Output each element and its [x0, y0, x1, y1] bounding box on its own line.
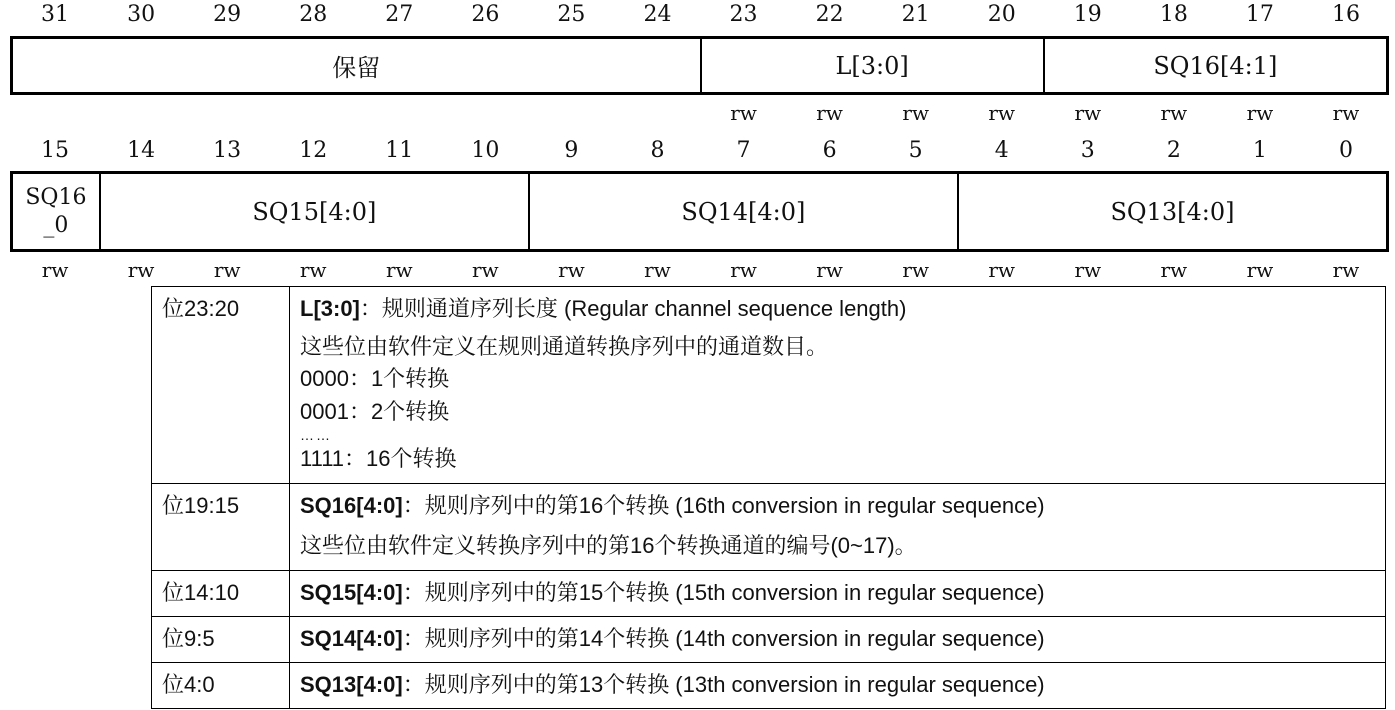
- bit-number: 6: [822, 138, 837, 163]
- field-heading: [300, 294, 1375, 324]
- access-label: rw: [902, 258, 929, 282]
- access-label: rw: [730, 101, 757, 125]
- access-label: [442, 100, 528, 126]
- field-name: SQ16[4:0]: [300, 493, 403, 518]
- lower-register: [10, 171, 1389, 252]
- bit-range: 位9:5: [152, 617, 290, 663]
- access-label: rw: [1074, 258, 1102, 282]
- field-description: [290, 484, 1386, 571]
- bit-number: 11: [385, 138, 414, 163]
- access-label: rw: [213, 258, 241, 282]
- access-label: rw: [988, 258, 1016, 282]
- access-label: rw: [902, 101, 929, 125]
- field-description: [290, 663, 1386, 709]
- access-label: rw: [1246, 258, 1274, 282]
- access-label: rw: [730, 258, 757, 282]
- bit-number: 21: [901, 2, 930, 27]
- bit-number: 2: [1166, 138, 1181, 163]
- bit-number: 1: [1252, 138, 1267, 163]
- l-field: L[3:0]: [700, 39, 1043, 92]
- field-heading: [300, 670, 1375, 700]
- bit-number: 22: [815, 2, 844, 27]
- field-detail: 这些位由软件定义在规则通道转换序列中的通道数目。: [300, 334, 829, 359]
- access-label: rw: [1332, 101, 1360, 125]
- field-heading: [300, 624, 1375, 654]
- sq16-low-label-1: SQ16: [25, 184, 87, 210]
- bit-number: 24: [643, 2, 672, 27]
- value-option: 0000：1个转换: [300, 366, 450, 391]
- access-label: rw: [1160, 101, 1188, 125]
- bit-number: 26: [471, 2, 500, 27]
- bit-number: 20: [987, 2, 1016, 27]
- upper-bit-numbers: [12, 2, 1389, 28]
- bit-number: 19: [1073, 2, 1102, 27]
- bit-number: 12: [299, 138, 328, 163]
- bit-range: 位23:20: [152, 287, 290, 484]
- lower-access-row: [12, 257, 1389, 283]
- value-option: 1111：16个转换: [300, 446, 457, 471]
- access-label: [184, 100, 270, 126]
- access-label: [356, 100, 442, 126]
- lower-bit-numbers: [12, 138, 1389, 164]
- sq16-low-field: [13, 174, 99, 249]
- access-label: rw: [816, 258, 843, 282]
- access-label: rw: [1074, 101, 1102, 125]
- upper-register: [10, 36, 1389, 95]
- access-label: rw: [299, 258, 327, 282]
- table-row: [152, 617, 1386, 663]
- field-title: ：规则序列中的第16个转换 (16th conversion in regular sequence): [402, 493, 1045, 518]
- field-name: L[3:0]: [300, 296, 360, 321]
- sq15-field: SQ15[4:0]: [99, 174, 528, 249]
- access-label: rw: [472, 258, 499, 282]
- access-label: [12, 100, 98, 126]
- bit-number: 5: [908, 138, 923, 163]
- access-label: rw: [41, 258, 69, 282]
- access-label: rw: [127, 258, 155, 282]
- access-label: rw: [1160, 258, 1188, 282]
- field-title: ：规则通道序列长度 (Regular channel sequence length): [359, 296, 907, 321]
- bit-number: 7: [736, 138, 751, 163]
- access-label: rw: [644, 258, 671, 282]
- bit-number: 23: [729, 2, 758, 27]
- bit-number: 30: [127, 2, 156, 27]
- bit-number: 16: [1331, 2, 1360, 27]
- bit-number: 9: [564, 138, 579, 163]
- access-label: rw: [1246, 101, 1274, 125]
- field-name: SQ15[4:0]: [300, 580, 403, 605]
- ellipsis-text: ……: [300, 427, 332, 443]
- access-label: rw: [988, 101, 1016, 125]
- bit-number: 17: [1245, 2, 1274, 27]
- bit-number: 25: [557, 2, 586, 27]
- bit-number: 13: [213, 138, 242, 163]
- field-title: ：规则序列中的第15个转换 (15th conversion in regular sequence): [402, 580, 1045, 605]
- bit-number: 28: [299, 2, 328, 27]
- access-label: rw: [1332, 258, 1360, 282]
- bit-range: 位19:15: [152, 484, 290, 571]
- field-name: SQ14[4:0]: [300, 626, 403, 651]
- bit-number: 14: [127, 138, 156, 163]
- access-label: rw: [385, 258, 413, 282]
- value-option: 0001：2个转换: [300, 399, 450, 424]
- bit-number: 27: [385, 2, 414, 27]
- field-description: [290, 617, 1386, 663]
- bit-number: 4: [994, 138, 1009, 163]
- table-row: [152, 571, 1386, 617]
- bit-number: 31: [41, 2, 70, 27]
- bit-number: 10: [471, 138, 500, 163]
- field-heading: [300, 578, 1375, 608]
- access-label: [528, 100, 614, 126]
- field-description: [290, 571, 1386, 617]
- access-label: [614, 100, 700, 126]
- access-label: [270, 100, 356, 126]
- bit-range: 位4:0: [152, 663, 290, 709]
- table-row: [152, 484, 1386, 571]
- field-name: SQ13[4:0]: [300, 672, 403, 697]
- table-row: [152, 287, 1386, 484]
- sq16-low-label-2: _0: [43, 212, 69, 238]
- field-title: ：规则序列中的第13个转换 (13th conversion in regular sequence): [402, 672, 1045, 697]
- sq16-high-field: SQ16[4:1]: [1043, 39, 1386, 92]
- bit-description-table: [151, 286, 1386, 709]
- sq14-field: SQ14[4:0]: [528, 174, 957, 249]
- bit-range: 位14:10: [152, 571, 290, 617]
- bit-number: 18: [1159, 2, 1188, 27]
- reserved-field: 保留: [332, 54, 381, 82]
- access-label: rw: [816, 101, 843, 125]
- upper-access-row: [12, 100, 1389, 126]
- bit-number: 3: [1080, 138, 1095, 163]
- field-description: [290, 287, 1386, 484]
- bit-number: 15: [41, 138, 70, 163]
- table-row: [152, 663, 1386, 709]
- field-detail: 这些位由软件定义转换序列中的第16个转换通道的编号(0~17)。: [300, 533, 917, 558]
- access-label: [98, 100, 184, 126]
- access-label: rw: [558, 258, 585, 282]
- field-heading: [300, 491, 1375, 521]
- bit-number: 8: [650, 138, 665, 163]
- field-title: ：规则序列中的第14个转换 (14th conversion in regular sequence): [402, 626, 1045, 651]
- bit-number: 29: [213, 2, 242, 27]
- bit-number: 0: [1338, 138, 1353, 163]
- sq13-field: SQ13[4:0]: [957, 174, 1386, 249]
